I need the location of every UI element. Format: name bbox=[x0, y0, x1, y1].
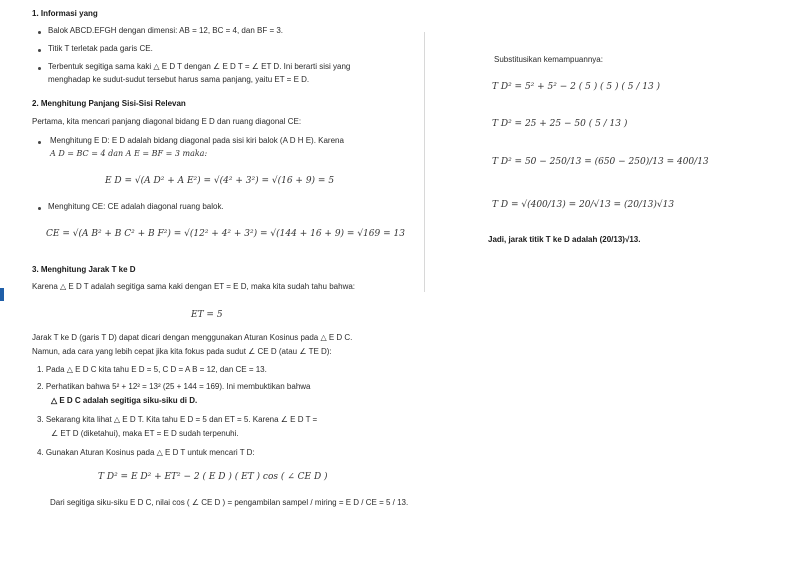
section-2-heading: 2. Menghitung Panjang Sisi-Sisi Relevan bbox=[32, 99, 186, 108]
bullet-dot bbox=[38, 67, 41, 70]
s2-bullet-2: Menghitung CE: CE adalah diagonal ruang balok. bbox=[48, 202, 224, 211]
s1-bullet-1: Balok ABCD.EFGH dengan dimensi: AB = 12, BC = 4, dan BF = 3. bbox=[48, 26, 284, 35]
s3-step-2-line2: △ E D C adalah segitiga siku-siku di D. bbox=[51, 396, 198, 405]
s2-equation-ed: E D = √(A D² + A E²) = √(4² + 3²) = √(16 + 9) = 5 bbox=[105, 176, 335, 186]
s3-step-3-line1: 3. Sekarang kita lihat △ E D T. Kita tahu E D = 5 dan ET = 5. Karena ∠ E D T = bbox=[37, 415, 318, 424]
s1-bullet-2: Titik T terletak pada garis CE. bbox=[48, 44, 153, 53]
s3-equation-et: ET = 5 bbox=[191, 310, 223, 320]
s3-paragraph-2: Namun, ada cara yang lebih cepat jika kita fokus pada sudut ∠ CE D (atau ∠ TE D): bbox=[32, 347, 332, 356]
bullet-dot bbox=[38, 49, 41, 52]
s3-last-line: Dari segitiga siku-siku E D C, nilai cos ( ∠ CE D ) = pengambilan sampel / miring = E D / CE = 5 / 13. bbox=[50, 498, 409, 507]
right-equation-1: T D² = 5² + 5² − 2 ( 5 ) ( 5 ) ( 5 / 13 ) bbox=[492, 82, 661, 92]
right-intro: Substitusikan kemampuannya: bbox=[494, 55, 603, 64]
s3-step-3-line2: ∠ ET D (diketahui), maka ET = E D sudah terpenuhi. bbox=[51, 429, 239, 438]
s2-equation-ce: CE = √(A B² + B C² + B F²) = √(12² + 4² + 3²) = √(144 + 16 + 9) = √169 = 13 bbox=[46, 229, 405, 239]
s1-bullet-3-line1: Terbentuk segitiga sama kaki △ E D T dengan ∠ E D T = ∠ ET D. Ini berarti sisi yang bbox=[48, 62, 351, 71]
column-divider bbox=[424, 32, 425, 292]
s1-bullet-3-line2: menghadap ke sudut-sudut tersebut harus sama panjang, yaitu ET = E D. bbox=[48, 75, 310, 84]
s3-intro: Karena △ E D T adalah segitiga sama kaki dengan ET = E D, maka kita sudah tahu bahwa: bbox=[32, 282, 356, 291]
right-conclusion: Jadi, jarak titik T ke D adalah (20/13)√13. bbox=[488, 235, 641, 244]
left-edge-marker bbox=[0, 288, 4, 301]
bullet-dot bbox=[38, 141, 41, 144]
s2-intro: Pertama, kita mencari panjang diagonal bidang E D dan ruang diagonal CE: bbox=[32, 117, 302, 126]
s2-bullet-1-line2: A D = BC = 4 dan A E = BF = 3 maka: bbox=[50, 149, 208, 158]
section-1-heading: 1. Informasi yang bbox=[32, 9, 98, 18]
right-equation-4: T D = √(400/13) = 20/√13 = (20/13)√13 bbox=[492, 200, 675, 210]
bullet-dot bbox=[38, 31, 41, 34]
s2-bullet-1-line1: Menghitung E D: E D adalah bidang diagonal pada sisi kiri balok (A D H E). Karena bbox=[50, 136, 344, 145]
bullet-dot bbox=[38, 207, 41, 210]
s3-step-2-line1: 2. Perhatikan bahwa 5² + 12² = 13² (25 + 144 = 169). Ini membuktikan bahwa bbox=[37, 382, 311, 391]
section-3-heading: 3. Menghitung Jarak T ke D bbox=[32, 265, 136, 274]
s3-equation-cosine: T D² = E D² + ET² − 2 ( E D ) ( ET ) cos ( ∠ CE D ) bbox=[98, 472, 328, 482]
right-equation-2: T D² = 25 + 25 − 50 ( 5 / 13 ) bbox=[492, 119, 628, 129]
right-equation-3: T D² = 50 − 250/13 = (650 − 250)/13 = 400/13 bbox=[492, 157, 709, 167]
s3-step-4: 4. Gunakan Aturan Kosinus pada △ E D T untuk mencari T D: bbox=[37, 448, 255, 457]
s3-step-1: 1. Pada △ E D C kita tahu E D = 5, C D = A B = 12, dan CE = 13. bbox=[37, 365, 267, 374]
s3-paragraph-1: Jarak T ke D (garis T D) dapat dicari dengan menggunakan Aturan Kosinus pada △ E D C. bbox=[32, 333, 353, 342]
